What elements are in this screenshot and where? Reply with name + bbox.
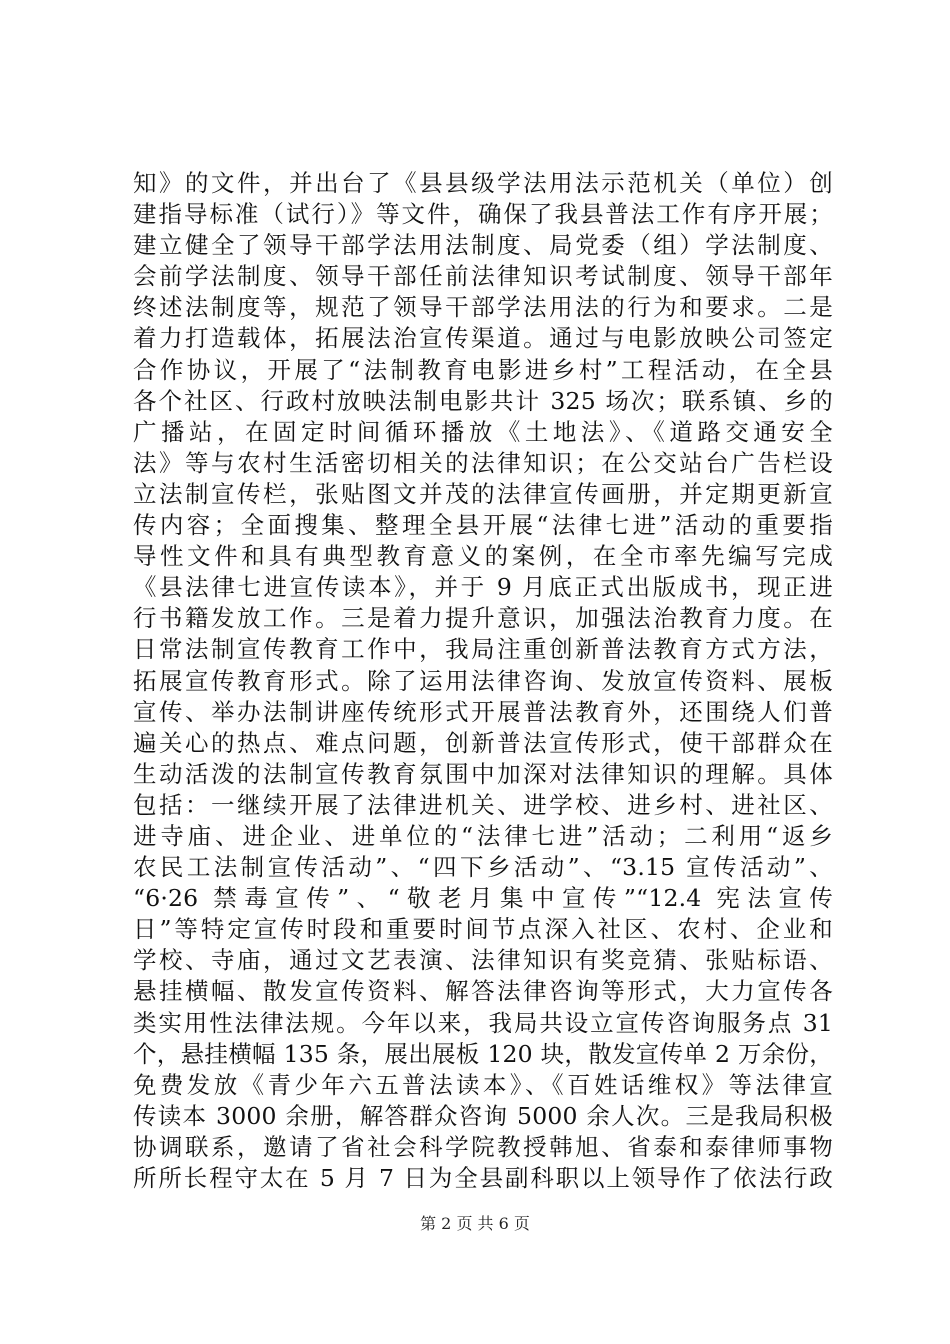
text-line: 广播站，在固定时间循环播放《土地法》、《道路交通安全 [133,417,833,446]
text-line: 终述法制度等，规范了领导干部学法用法的行为和要求。二是 [133,293,833,322]
text-line: 建立健全了领导干部学法用法制度、局党委（组）学法制度、 [133,231,833,260]
text-line: 日”等特定宣传时段和重要时间节点深入社区、农村、企业和 [133,915,833,944]
text-line: 行书籍发放工作。三是着力提升意识，加强法治教育力度。在 [133,604,833,633]
text-line: 各个社区、行政村放映法制电影共计 325 场次；联系镇、乡的 [133,386,833,415]
text-line: 悬挂横幅、散发宣传资料、解答法律咨询等形式，大力宣传各 [133,977,833,1006]
text-line: 包括：一继续开展了法律进机关、进学校、进乡村、进社区、 [133,790,833,819]
text-line: 进寺庙、进企业、进单位的“法律七进”活动；二利用“返乡 [133,821,833,850]
text-line: “6·26 禁毒宣传”、“敬老月集中宣传”“12.4 宪法宣传 [133,884,833,913]
text-line: 免费发放《青少年六五普法读本》、《百姓话维权》等法律宣 [133,1070,833,1099]
page-number-label: 第 2 页 共 6 页 [420,1214,530,1233]
text-line: 拓展宣传教育形式。除了运用法律咨询、发放宣传资料、展板 [133,666,833,695]
text-line: 学校、寺庙，通过文艺表演、法律知识有奖竞猜、张贴标语、 [133,946,833,975]
text-line: 类实用性法律法规。今年以来，我局共设立宣传咨询服务点 31 [133,1008,833,1037]
document-body [133,168,833,1194]
text-line: 生动活泼的法制宣传教育氛围中加深对法律知识的理解。具体 [133,759,833,788]
text-line: 个，悬挂横幅 135 条，展出展板 120 块，散发宣传单 2 万余份， [133,1039,833,1068]
text-line: 会前学法制度、领导干部任前法律知识考试制度、领导干部年 [133,262,833,291]
page-footer [0,1214,950,1234]
text-line: 《县法律七进宣传读本》，并于 9 月底正式出版成书，现正进 [133,573,833,602]
text-line: 农民工法制宣传活动”、“四下乡活动”、“3.15 宣传活动”、 [133,853,833,882]
text-line: 合作协议，开展了“法制教育电影进乡村”工程活动，在全县 [133,355,833,384]
text-line: 传内容；全面搜集、整理全县开展“法律七进”活动的重要指 [133,511,833,540]
text-line: 宣传、举办法制讲座传统形式开展普法教育外，还围绕人们普 [133,697,833,726]
text-line: 所所长程守太在 5 月 7 日为全县副科职以上领导作了依法行政 [133,1164,833,1192]
text-line: 立法制宣传栏，张贴图文并茂的法律宣传画册，并定期更新宣 [133,479,833,508]
text-line: 着力打造载体，拓展法治宣传渠道。通过与电影放映公司签定 [133,324,833,353]
text-line: 日常法制宣传教育工作中，我局注重创新普法教育方式方法， [133,635,833,664]
text-line: 遍关心的热点、难点问题，创新普法宣传形式，使干部群众在 [133,728,833,757]
text-line: 协调联系，邀请了省社会科学院教授韩旭、省泰和泰律师事物 [133,1132,833,1161]
text-line: 法》等与农村生活密切相关的法律知识；在公交站台广告栏设 [133,448,833,477]
text-line: 传读本 3000 余册，解答群众咨询 5000 余人次。三是我局积极 [133,1101,833,1130]
text-line: 建指导标准（试行）》等文件，确保了我县普法工作有序开展； [133,200,833,229]
text-line: 导性文件和具有典型教育意义的案例，在全市率先编写完成 [133,542,833,571]
text-line: 知》的文件，并出台了《县县级学法用法示范机关（单位）创 [133,169,833,197]
